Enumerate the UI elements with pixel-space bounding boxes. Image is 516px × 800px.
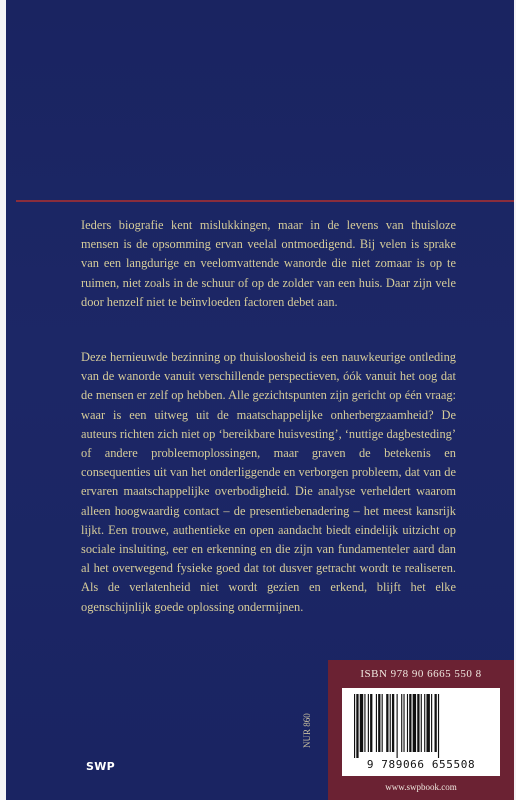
blurb-paragraph-2: Deze hernieuwde bezinning op thuisloosheid is een nauwkeurige ontleding van de wanorde vanuit verschillende perspectieven, óók vanuit het oog dat de mensen er zelf op hebben. Alle gezichtspunten zijn gericht op één vraag: waar is een uitweg uit de maatschappelijke onherbergzaamheid? De auteurs richten zich niet op ‘bereikbare huisvesting’, ‘nuttige dagbesteding’ of andere probleemoplossingen, maar graven de betekenis en consequenties uit van het onderliggende en verborgen probleem, dat van de ervaren maatschappelijke overbodigheid. Die analyse verheldert waarom alleen hoogwaardig contact – de presentiebenadering – het meest kansrijk lijkt. Een trouwe, authentieke en open aandacht biedt eindelijk uitzicht op sociale insluiting, eer en erkenning en die zijn van fundamenteler aard dan al het overwegend fysieke goed dat tot dusver getracht wordt te realiseren. Als de verlatenheid niet wordt gezien en erkend, blijft het elke ogenschijnlijk goede oplossing ondermijnen. <box>81 350 456 614</box>
barcode-bars-icon <box>342 688 500 760</box>
barcode-bar <box>390 694 391 752</box>
barcode-bar <box>378 694 380 752</box>
barcode-bar <box>435 694 437 752</box>
barcode-bar <box>392 694 394 752</box>
publisher-website: www.swpbook.com <box>385 782 457 792</box>
barcode-bar <box>376 694 377 752</box>
barcode <box>342 688 500 776</box>
barcode-bar <box>424 694 425 752</box>
barcode-bar <box>403 694 404 752</box>
barcode-bar <box>368 694 369 752</box>
publisher-logo: SWP <box>86 760 116 773</box>
barcode-bar <box>431 694 432 752</box>
book-back-cover <box>6 0 514 800</box>
nur-code: NUR 860 <box>302 713 312 748</box>
barcode-bar <box>413 694 416 752</box>
barcode-bar <box>356 694 358 758</box>
barcode-panel <box>328 660 514 800</box>
barcode-bar <box>354 694 355 758</box>
barcode-bar <box>417 694 419 752</box>
barcode-bar <box>401 694 402 752</box>
barcode-bar <box>421 694 422 752</box>
barcode-bar <box>397 694 398 758</box>
barcode-bar <box>409 694 411 752</box>
barcode-bar <box>360 694 363 752</box>
blurb-paragraph-1: Ieders biografie kent mislukkingen, maar in de levens van thuisloze mensen is de opsomming ervan veelal ontmoedigend. Bij velen is sprake van een langdurige en veelomvattende wanorde die niet zomaar is op te ruimen, niet zoals in de schuur of op de zolder van een huis. Daar zijn vele door henzelf niet te beïnvloeden factoren debet aan. <box>81 218 456 309</box>
barcode-bar <box>407 694 408 752</box>
barcode-bar <box>438 694 439 758</box>
barcode-bar <box>386 694 388 752</box>
accent-divider <box>16 200 514 202</box>
isbn-text: ISBN 978 90 6665 550 8 <box>360 668 482 680</box>
barcode-bar <box>370 694 372 752</box>
barcode-bar <box>364 694 365 752</box>
barcode-bar <box>426 694 429 752</box>
barcode-digits: 9 789066 655508 <box>366 758 476 771</box>
barcode-bar <box>382 694 383 752</box>
